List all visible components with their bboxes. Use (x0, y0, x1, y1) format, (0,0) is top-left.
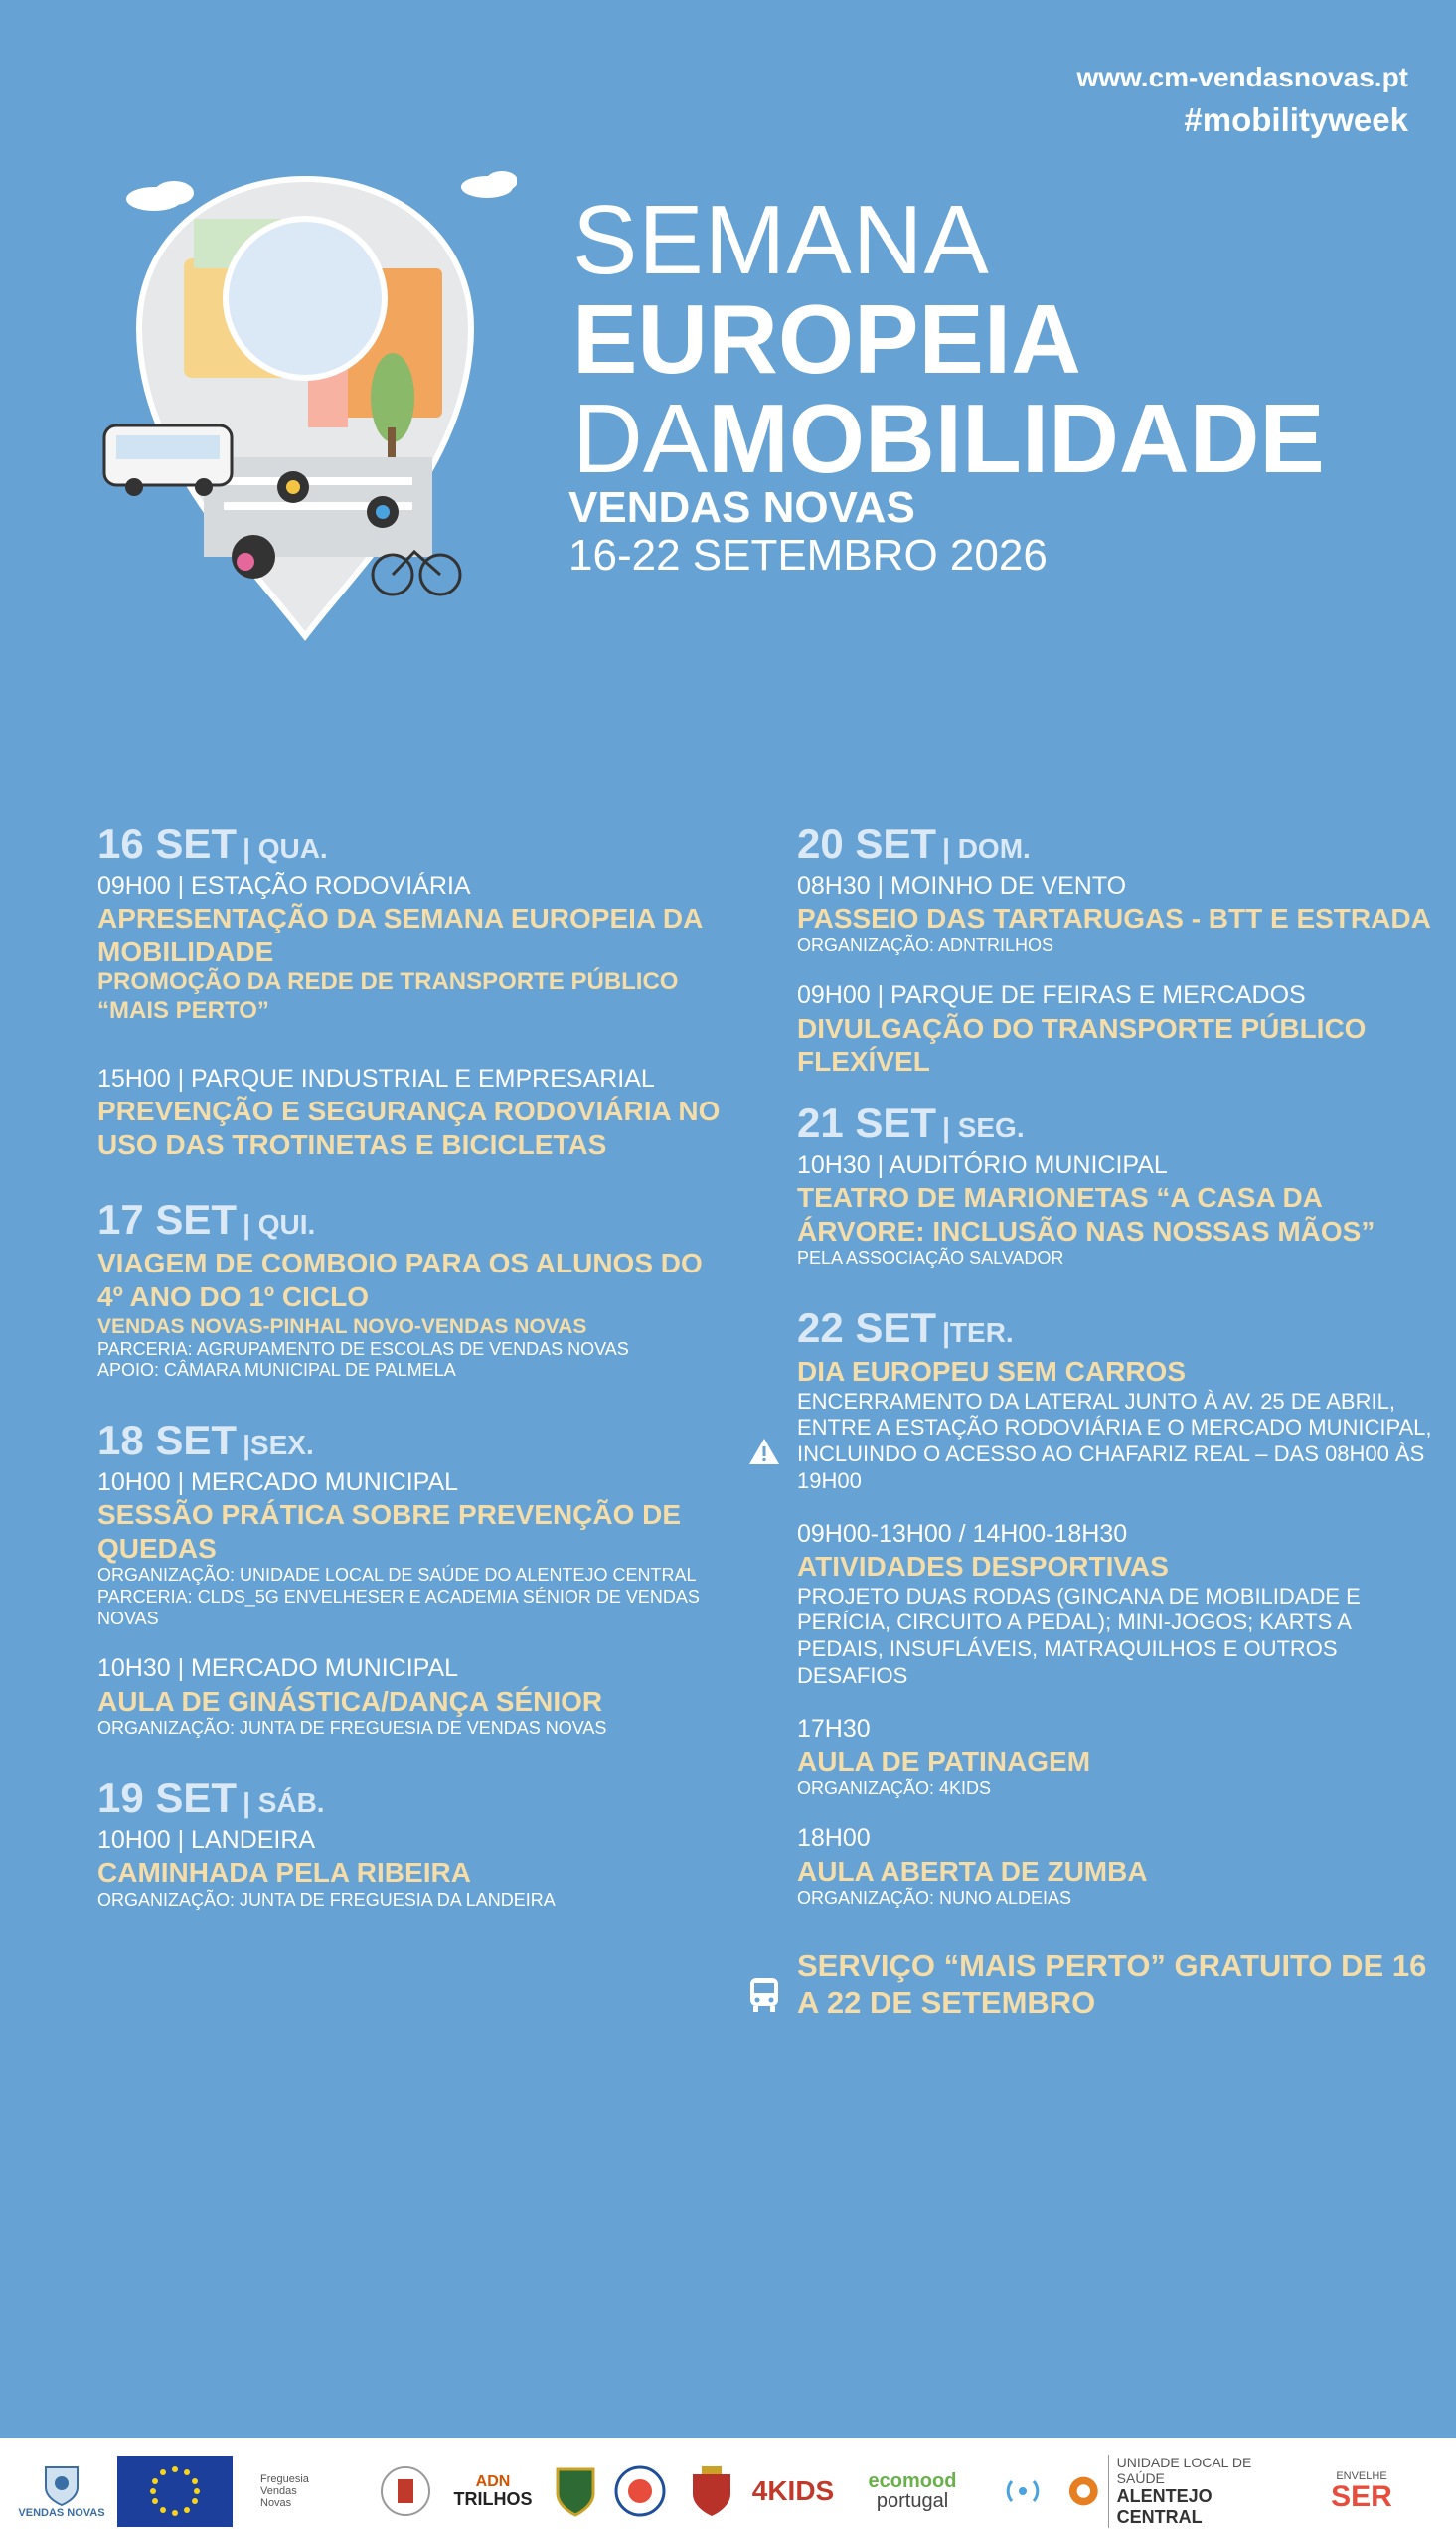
city-name: VENDAS NOVAS (568, 483, 915, 532)
landeira-parish-logo (376, 2438, 435, 2545)
event-organizer: ORGANIZAÇÃO: NUNO ALDEIAS (797, 1888, 1072, 1909)
freguesia-logo-text-2: Vendas (260, 2484, 297, 2497)
adn-logo-text-1: ADN (475, 2473, 511, 2490)
event-dates: 16-22 SETEMBRO 2026 (568, 531, 1048, 580)
event-title: SESSÃO PRÁTICA SOBRE PREVENÇÃO DE QUEDAS (97, 1499, 682, 1564)
title-line-3-light: DA (572, 384, 709, 493)
4kids-logo (751, 2438, 835, 2545)
map-pin-illustration (94, 159, 517, 676)
green-shield-icon (554, 2465, 597, 2517)
ulsac-emblem-icon (1067, 2474, 1100, 2508)
coat-of-arms-icon (42, 2463, 81, 2507)
day-header (97, 1417, 733, 1464)
day-weekday: |SEX. (243, 1430, 314, 1461)
parish-seal-icon (380, 2465, 431, 2517)
schedule-right-column (797, 820, 1433, 2021)
title-line-1: SEMANA (572, 185, 990, 294)
eu-flag-logo (115, 2438, 235, 2545)
event-title: APRESENTAÇÃO DA SEMANA EUROPEIA DA MOBILIDADE (97, 903, 703, 967)
day-date: 17 SET (97, 1196, 238, 1244)
envelheser-logo-text-1: ENVELHE (1336, 2469, 1387, 2482)
event-time-location: 10H00 | LANDEIRA (97, 1825, 316, 1854)
vendas-novas-logo-text: VENDAS NOVAS (18, 2506, 105, 2519)
day-20 (797, 820, 1433, 1079)
ulsac-logo (1067, 2438, 1296, 2545)
event-partner: PARCERIA: CLDS_5G ENVELHESER E ACADEMIA SÉNIOR DE VENDAS NOVAS (97, 1587, 700, 1628)
event-organizer: ORGANIZAÇÃO: JUNTA DE FREGUESIA DA LANDEIRA (97, 1889, 556, 1910)
day-16 (97, 820, 733, 1161)
day-date: 22 SET (797, 1303, 937, 1351)
day-18 (97, 1417, 733, 1740)
event-time-location: 10H30 | AUDITÓRIO MUNICIPAL (797, 1150, 1168, 1179)
day-weekday: | QUI. (243, 1209, 316, 1241)
event-title: DIA EUROPEU SEM CARROS (797, 1355, 1187, 1387)
eu-stars-icon (117, 2456, 233, 2527)
ecomood-portugal-logo (847, 2438, 978, 2545)
day-header (797, 820, 1433, 867)
free-service-notice: SERVIÇO “MAIS PERTO” GRATUITO DE 16 A 22 DE SETEMBRO (797, 1948, 1427, 2021)
event-time-location: 08H30 | MOINHO DE VENTO (797, 872, 1127, 900)
freguesia-vendas-novas-logo (260, 2438, 360, 2545)
bus-icon (747, 1976, 781, 2014)
event-title: VIAGEM DE COMBOIO PARA OS ALUNOS DO 4º ANO DO 1º CICLO (97, 1248, 703, 1313)
adntrilhos-logo (447, 2438, 539, 2545)
heraldic-logo (682, 2438, 741, 2545)
event-time-location: 09H00 | PARQUE DE FEIRAS E MERCADOS (797, 981, 1306, 1010)
freguesia-logo-text-1: Freguesia (260, 2472, 309, 2485)
partner-logos-footer (0, 2438, 1456, 2545)
adn-logo-text-2: TRILHOS (453, 2489, 533, 2509)
title-line-2: EUROPEIA (572, 284, 1081, 394)
event-title: AULA DE GINÁSTICA/DANÇA SÉNIOR (97, 1685, 603, 1717)
ecomood-logo-text-2: portugal (876, 2490, 949, 2512)
event-time: 18H00 (797, 1824, 871, 1853)
event-time: 09H00-13H00 / 14H00-18H30 (797, 1519, 1128, 1548)
hashtag: #mobilityweek (1184, 101, 1408, 138)
day-header (97, 820, 733, 867)
signal-waves-icon (1000, 2471, 1046, 2511)
day-19 (97, 1774, 733, 1911)
event-organizer: ORGANIZAÇÃO: JUNTA DE FREGUESIA DE VENDAS NOVAS (97, 1718, 607, 1739)
ulsac-logo-text-2: ALENTEJO CENTRAL (1116, 2486, 1213, 2527)
event-title: AULA ABERTA DE ZUMBA (797, 1855, 1148, 1887)
event-description: PROJETO DUAS RODAS (GINCANA DE MOBILIDADE E PERÍCIA, CIRCUITO A PEDAL); MINI-JOGOS; KARTS A PEDAIS, INSUFLÁVEIS, MATRAQUILHOS E OUTROS DESAFIOS (797, 1583, 1361, 1689)
main-title (572, 185, 1325, 493)
schedule-left-column (97, 820, 733, 1911)
day-weekday: | DOM. (942, 833, 1031, 864)
day-header (797, 1303, 1433, 1351)
day-header (797, 1099, 1433, 1146)
event-time-location: 15H00 | PARQUE INDUSTRIAL E EMPRESARIAL (97, 1065, 655, 1094)
badge-icon (614, 2465, 666, 2517)
crest-icon (687, 2464, 736, 2518)
4kids-logo-text: 4KIDS (751, 2475, 835, 2506)
title-line-3 (572, 384, 1325, 493)
event-support: APOIO: CÂMARA MUNICIPAL DE PALMELA (97, 1360, 456, 1381)
day-17 (97, 1196, 733, 1382)
day-header (97, 1774, 733, 1821)
day-header (97, 1196, 733, 1244)
shield-logo (549, 2438, 602, 2545)
event-partner: PARCERIA: AGRUPAMENTO DE ESCOLAS DE VENDAS NOVAS (97, 1338, 629, 1359)
event-title: PASSEIO DAS TARTARUGAS - BTT E ESTRADA (797, 903, 1431, 934)
event-title: AULA DE PATINAGEM (797, 1746, 1091, 1778)
ulsac-logo-text-1: UNIDADE LOCAL DE SAÚDE (1116, 2455, 1252, 2486)
day-date: 16 SET (97, 820, 238, 867)
envelheser-logo (1302, 2438, 1421, 2545)
event-subtitle: PROMOÇÃO DA REDE DE TRANSPORTE PÚBLICO “MAIS PERTO” (97, 968, 679, 1025)
envelheser-logo-text-2: SER (1331, 2479, 1392, 2513)
website-url: www.cm-vendasnovas.pt (1076, 62, 1408, 92)
signal-logo (988, 2438, 1057, 2545)
event-time-location: 10H30 | MERCADO MUNICIPAL (97, 1654, 459, 1683)
day-21 (797, 1099, 1433, 1270)
event-time-location: 10H00 | MERCADO MUNICIPAL (97, 1468, 459, 1497)
event-time: 17H30 (797, 1714, 871, 1743)
event-organizer: ORGANIZAÇÃO: UNIDADE LOCAL DE SAÚDE DO ALENTEJO CENTRAL (97, 1565, 697, 1586)
event-time-location: 09H00 | ESTAÇÃO RODOVIÁRIA (97, 872, 471, 900)
day-weekday: |TER. (942, 1316, 1014, 1348)
day-date: 21 SET (797, 1099, 937, 1146)
event-organizer: PELA ASSOCIAÇÃO SALVADOR (797, 1248, 1064, 1269)
event-title: DIVULGAÇÃO DO TRANSPORTE PÚBLICO FLEXÍVEL (797, 1012, 1367, 1078)
ecomood-logo-text-1: ecomood (868, 2470, 957, 2492)
event-title: CAMINHADA PELA RIBEIRA (97, 1856, 471, 1888)
day-weekday: | SEG. (942, 1111, 1025, 1143)
circular-badge-logo (610, 2438, 670, 2545)
day-weekday: | SÁB. (243, 1786, 325, 1818)
day-date: 19 SET (97, 1774, 238, 1821)
day-date: 18 SET (97, 1417, 238, 1464)
event-description: ENCERRAMENTO DA LATERAL JUNTO À AV. 25 DE ABRIL, ENTRE A ESTAÇÃO RODOVIÁRIA E O MERCADO MUNICIPAL, INCLUINDO O ACESSO AO CHAFARIZ REAL – DAS 08H00 ÀS 19H00 (797, 1388, 1432, 1493)
event-title: ATIVIDADES DESPORTIVAS (797, 1551, 1169, 1583)
event-organizer: ORGANIZAÇÃO: 4KIDS (797, 1778, 992, 1798)
day-22 (797, 1303, 1433, 1910)
title-line-3-bold: MOBILIDADE (708, 384, 1325, 493)
day-weekday: | QUA. (243, 833, 328, 864)
day-date: 20 SET (797, 820, 937, 867)
event-title: PREVENÇÃO E SEGURANÇA RODOVIÁRIA NO USO DAS TROTINETAS E BICICLETAS (97, 1096, 721, 1160)
event-subtitle: VENDAS NOVAS-PINHAL NOVO-VENDAS NOVAS (97, 1314, 587, 1338)
event-title: TEATRO DE MARIONETAS “A CASA DA ÁRVORE: INCLUSÃO NAS NOSSAS MÃOS” (797, 1182, 1375, 1247)
warning-icon (747, 1437, 781, 1466)
freguesia-logo-text-3: Novas (260, 2497, 292, 2510)
vendas-novas-municipality-logo (18, 2438, 105, 2545)
event-organizer: ORGANIZAÇÃO: ADNTRILHOS (797, 934, 1054, 955)
